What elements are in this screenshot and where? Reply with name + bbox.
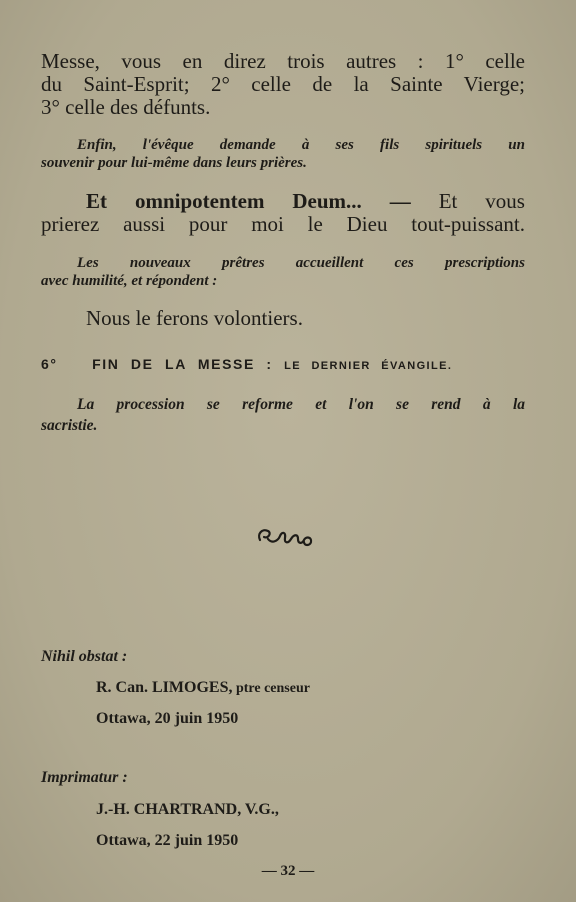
- paragraph-line: Nous le ferons volontiers.: [86, 306, 303, 330]
- rubric-line: souvenir pour lui-même dans leurs prières.: [41, 155, 307, 171]
- rubric-bishop-request: [41, 136, 525, 172]
- censor-name: R. Can. LIMOGES,: [96, 679, 233, 696]
- paragraph-line: 3° celle des défunts.: [41, 95, 211, 119]
- vicar-general-name: J.-H. CHARTRAND, V.G.,: [96, 801, 279, 818]
- paragraph-line: du Saint-Esprit; 2° celle de la Sainte Vierge;: [41, 72, 525, 96]
- paragraph-masses: [41, 50, 525, 119]
- censor-place-date: Ottawa, 20 juin 1950: [96, 710, 239, 727]
- imprimatur-label: Imprimatur :: [41, 769, 128, 786]
- section-heading: [41, 356, 452, 372]
- censor-line: [96, 679, 310, 697]
- rubric-procession: [41, 394, 525, 436]
- rubric-line: Enfin, l'évêque demande à ses fils spirituels un: [77, 137, 525, 153]
- censor-title: ptre censeur: [232, 681, 310, 696]
- paragraph-text: Et vous: [410, 189, 525, 213]
- paragraph-line: prierez aussi pour moi le Dieu tout-puissant.: [41, 212, 525, 236]
- section-title: FIN DE LA MESSE :: [92, 356, 273, 372]
- section-subtitle: LE DERNIER ÉVANGILE.: [284, 360, 453, 372]
- paragraph-line: Messe, vous en direz trois autres : 1° celle: [41, 49, 525, 73]
- rubric-new-priests: [41, 254, 525, 290]
- rubric-line: La procession se reforme et l'on se rend à la: [77, 396, 525, 413]
- paragraph-line: [41, 190, 525, 213]
- rubric-line: Les nouveaux prêtres accueillent ces prescriptions: [77, 255, 525, 271]
- imprimatur-place-date: Ottawa, 22 juin 1950: [96, 832, 239, 849]
- nihil-obstat-label: Nihil obstat :: [41, 648, 128, 665]
- paragraph-response: [86, 307, 526, 330]
- rubric-line: avec humilité, et répondent :: [41, 273, 218, 289]
- paragraph-omnipotentem: [41, 190, 525, 236]
- rubric-line: sacristie.: [41, 417, 98, 434]
- latin-incipit: Et omnipotentem Deum... —: [86, 189, 411, 213]
- page-number: — 32 —: [261, 863, 315, 879]
- section-number: 6°: [41, 356, 58, 372]
- flourish-ornament-icon: [254, 522, 316, 552]
